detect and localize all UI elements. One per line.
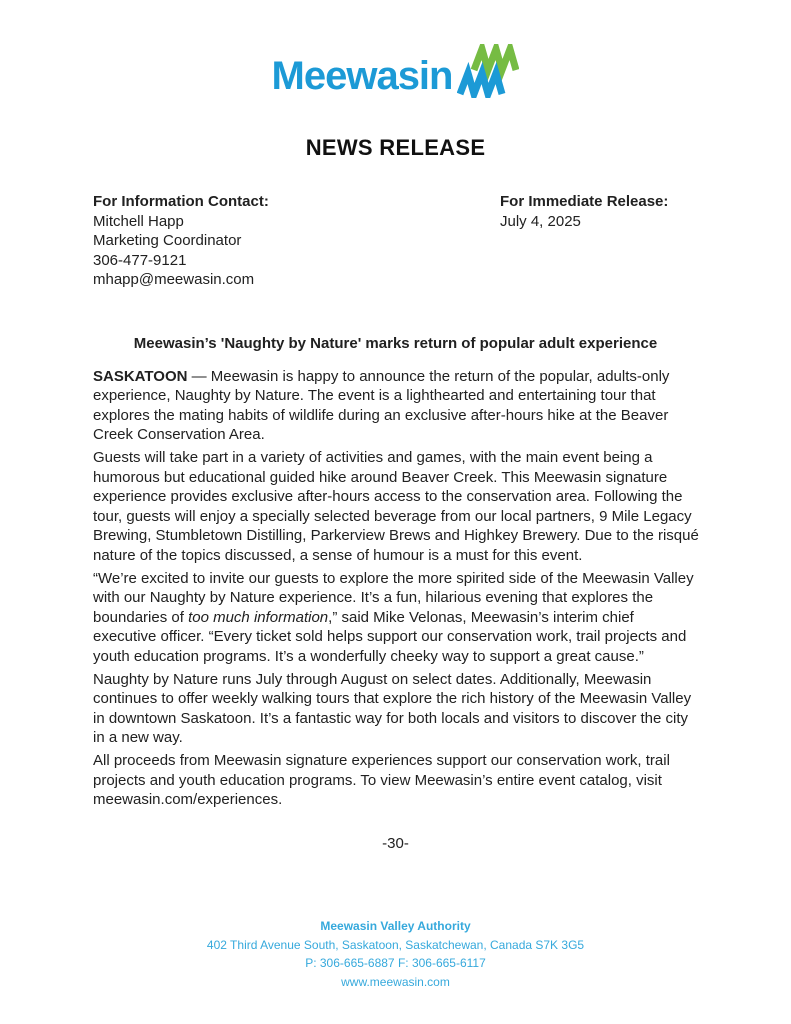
footer-address: 402 Third Avenue South, Saskatoon, Saskatchewan, Canada S7K 3G5 xyxy=(206,937,585,952)
paragraph-5-text: All proceeds from Meewasin signature experiences support our conservation work, trail projects and youth education programs. To view Meewasin’s entire event catalog, visit meewasin.com/experiences. xyxy=(93,752,670,808)
contact-heading: For Information Contact: xyxy=(93,193,269,210)
release-heading: For Immediate Release: xyxy=(500,193,669,210)
body-paragraph-4 xyxy=(93,670,699,748)
page-title: NEWS RELEASE xyxy=(305,135,486,160)
footer-org-name: Meewasin Valley Authority xyxy=(320,919,471,933)
end-of-release-mark: -30- xyxy=(382,834,409,852)
footer-website: www.meewasin.com xyxy=(341,974,450,989)
paragraph-1-text: — Meewasin is happy to announce the return of the popular, adults-only experience, Naughty by Nature. The event is a lighthearted and entertaining tour that explores the mating habits of wildlife during an exclusive after-hours hike at the Beaver Creek Conservation Area. xyxy=(93,367,670,443)
quote-text-pre: “We’re excited to invite our guests to explore the more spirited side of the Meewasin Valley with our Naughty by Nature experience. It’s a fun, hilarious evening that explores the boundaries of xyxy=(93,569,694,626)
meewasin-logo xyxy=(0,0,791,100)
contact-phone: 306-477-9121 xyxy=(93,251,187,269)
meewasin-logo-wordmark: Meewasin xyxy=(271,54,453,98)
contact-block xyxy=(93,192,269,290)
press-release-body xyxy=(0,367,791,810)
headline: Meewasin’s 'Naughty by Nature' marks return of popular adult experience xyxy=(133,335,658,352)
release-block xyxy=(500,192,668,231)
contact-name: Mitchell Happ xyxy=(93,212,184,230)
zigzag-waves-icon xyxy=(457,44,519,98)
release-date: July 4, 2025 xyxy=(500,212,581,230)
footer-phones: P: 306-665-6887 F: 306-665-6117 xyxy=(305,956,486,970)
paragraph-4-text: Naughty by Nature runs July through August on select dates. Additionally, Meewasin continues to offer weekly walking tours that explore the rich history of the Meewasin Valley in downtown Saskatoon. It’s a fantastic way for both locals and visitors to discover the city in a new way. xyxy=(93,670,692,746)
body-paragraph-3 xyxy=(93,569,699,667)
body-paragraph-1 xyxy=(93,367,699,445)
quote-text-italic: too much information xyxy=(188,608,329,626)
quote-text-post: ,” said Mike Velonas, Meewasin’s interim chief executive officer. “Every ticket sold helps support our conservation work, trail projects and youth education programs. It’s a wonderfully cheeky way to support a great cause.” xyxy=(93,608,687,665)
dateline: SASKATOON xyxy=(93,367,188,385)
letterhead-footer xyxy=(0,917,791,991)
contact-release-row xyxy=(0,192,791,290)
contact-email: mhapp@meewasin.com xyxy=(93,271,255,288)
body-paragraph-2 xyxy=(93,448,699,565)
contact-role: Marketing Coordinator xyxy=(93,232,242,249)
body-paragraph-5 xyxy=(93,751,699,810)
paragraph-2-text: Guests will take part in a variety of activities and games, with the main event being a humorous but educational guided hike around Beaver Creek. This Meewasin signature experience provides exclusive after-hours access to the conservation area. Following the tour, guests will enjoy a specially selected beverage from our local partners, 9 Mile Legacy Brewing, Stumbletown Distilling, Parkerview Brews and Highkey Brewery. Due to the risqué nature of the topics discussed, a sense of humour is a must for this event. xyxy=(93,449,699,564)
